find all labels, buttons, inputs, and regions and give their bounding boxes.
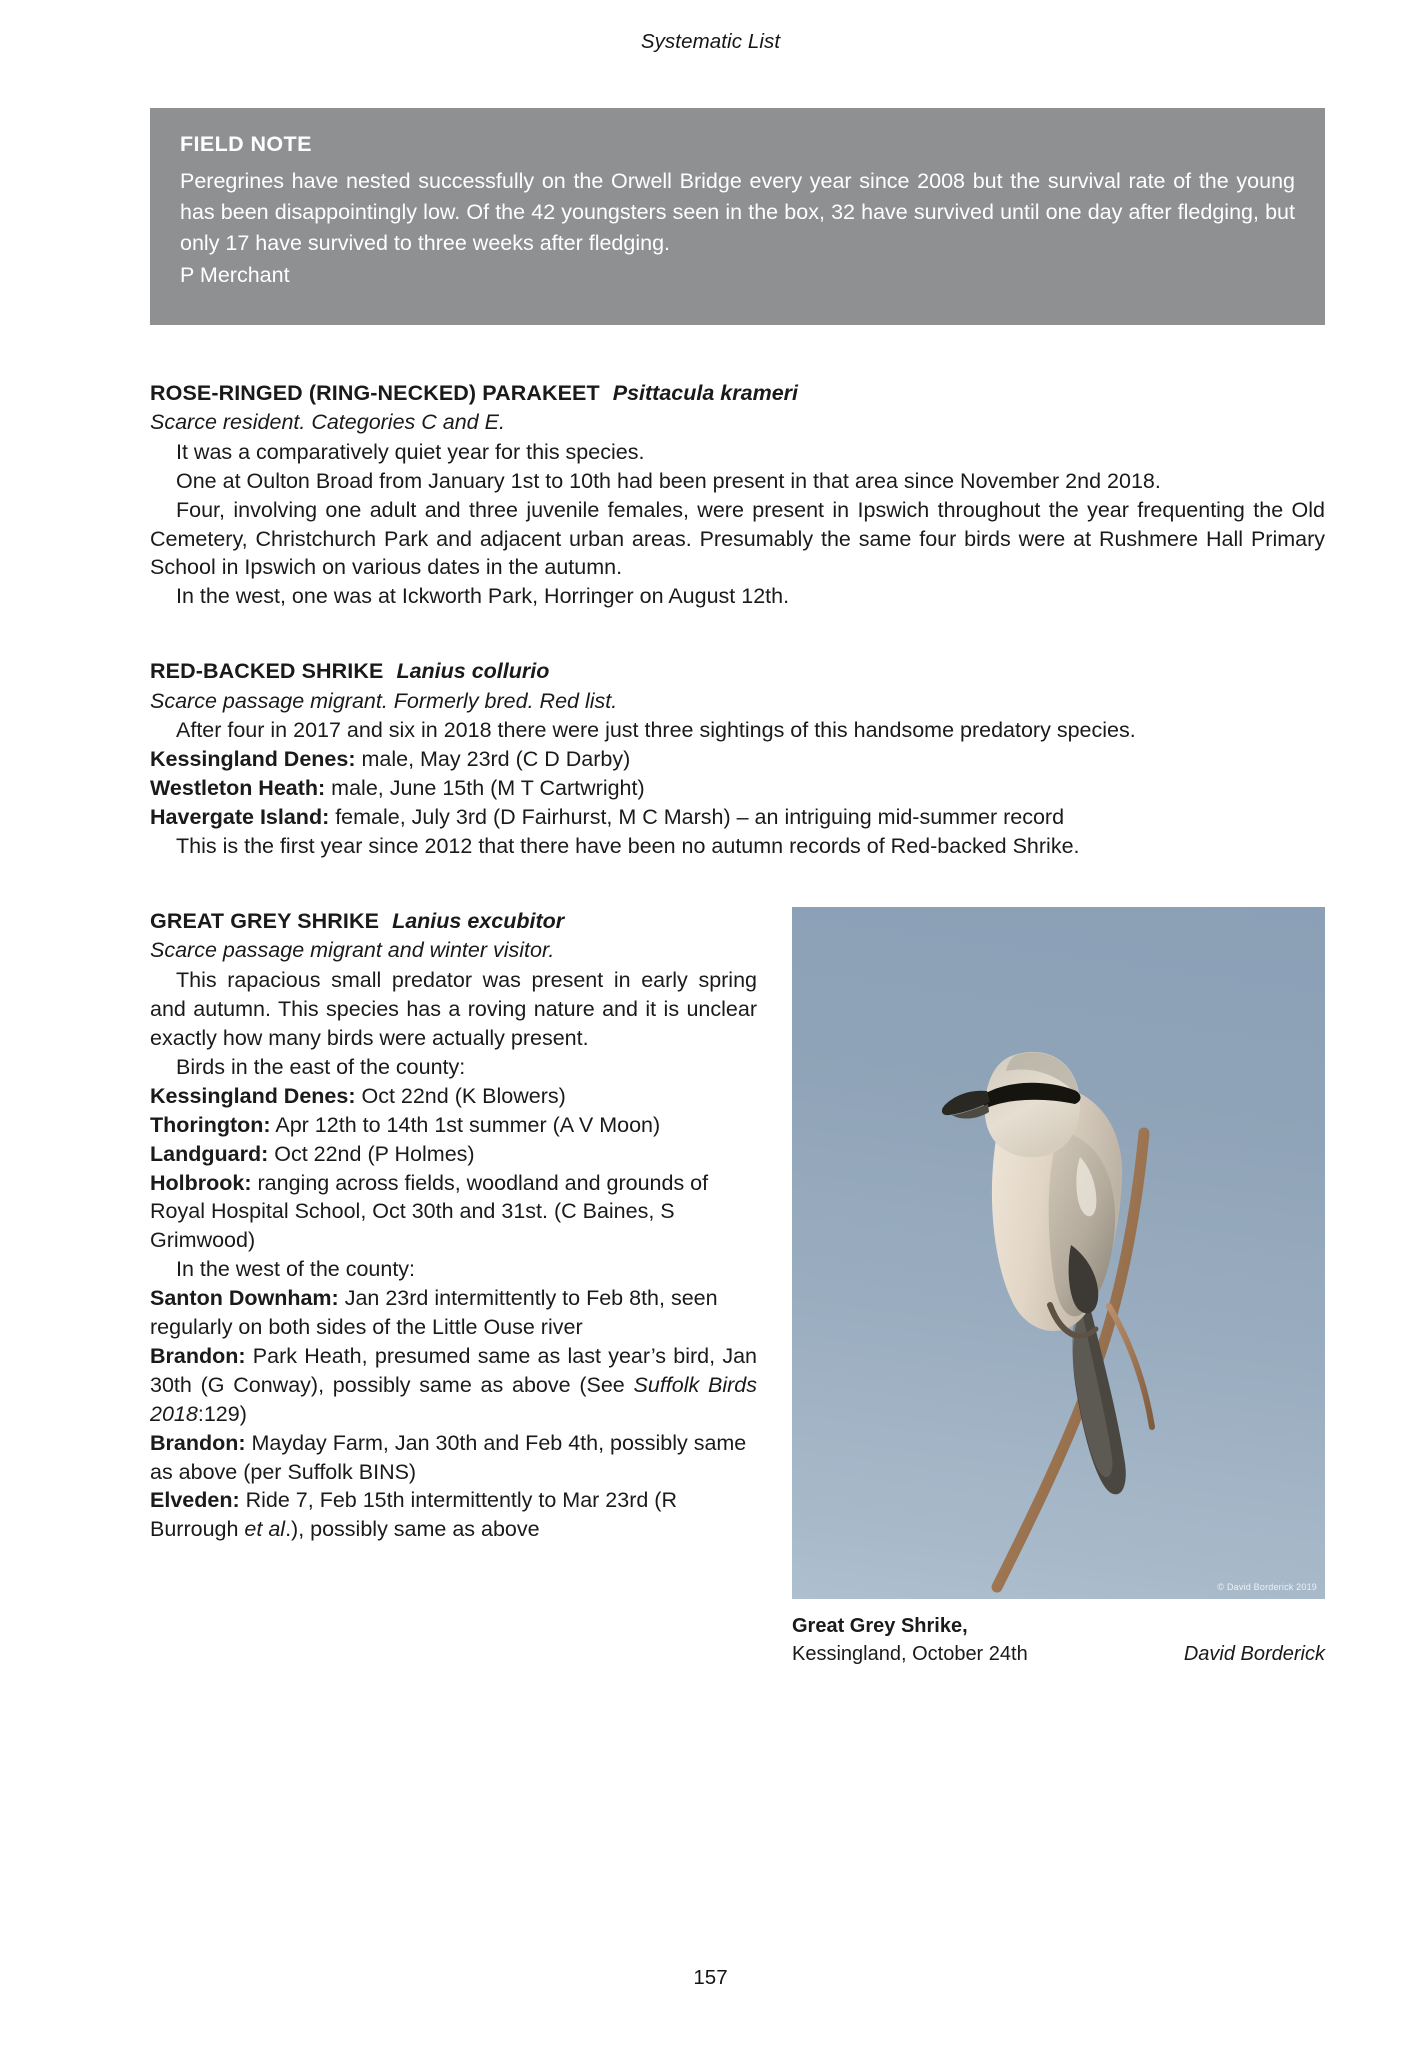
great-grey-shrike-section <box>150 907 1325 1666</box>
species-record <box>150 1169 757 1256</box>
species-record <box>150 745 1325 774</box>
record-location: Holbrook: <box>150 1170 252 1195</box>
record-detail-after: :129) <box>197 1401 247 1426</box>
species-common-name: ROSE-RINGED (RING-NECKED) PARAKEET <box>150 380 600 405</box>
species-record <box>150 1140 757 1169</box>
species-entry-red-backed-shrike <box>150 657 1325 861</box>
species-record <box>150 1429 757 1487</box>
field-note-title: FIELD NOTE <box>180 132 312 156</box>
species-paragraph: After four in 2017 and six in 2018 there were just three sightings of this handsome predatory species. <box>176 718 1136 743</box>
caption-photographer: David Borderick <box>1183 1643 1325 1666</box>
west-heading: In the west of the county: <box>176 1257 416 1282</box>
record-detail: ranging across fields, woodland and grounds of Royal Hospital School, Oct 30th and 31st. (C Baines, S Grimwood) <box>150 1170 709 1253</box>
running-head: Systematic List <box>640 30 781 53</box>
species-record <box>150 774 1325 803</box>
species-paragraph: It was a comparatively quiet year for this species. <box>176 439 645 464</box>
caption-location: Kessingland, October 24th <box>792 1643 1028 1666</box>
record-detail: Ride 7, Feb 15th intermittently to Mar 23rd (R Burrough <box>150 1488 677 1542</box>
species-heading <box>150 657 1325 685</box>
field-note-body: Peregrines have nested successfully on the Orwell Bridge every year since 2008 but the survival rate of the young has been disappointingly low. Of the 42 youngsters seen in the box, 32 have survived until one day after fledging, but only 17 have survived to three weeks after fledging. <box>180 169 1295 256</box>
record-location: Thorington: <box>150 1112 271 1137</box>
great-grey-shrike-photo <box>792 907 1325 1599</box>
page-content <box>150 108 1325 1666</box>
record-location: Kessingland Denes: <box>150 1083 356 1108</box>
east-heading: Birds in the east of the county: <box>176 1054 466 1079</box>
species-paragraph: In the west, one was at Ickworth Park, Horringer on August 12th. <box>176 584 790 609</box>
record-location: Brandon: <box>150 1343 246 1368</box>
record-location: Brandon: <box>150 1430 246 1455</box>
field-note-credit: P Merchant <box>180 262 290 287</box>
species-common-name: GREAT GREY SHRIKE <box>150 909 380 933</box>
species-heading <box>150 379 1325 407</box>
species-scientific-name: Psittacula krameri <box>612 380 798 405</box>
photo-watermark: © David Borderick 2019 <box>1217 1582 1317 1592</box>
record-location: Landguard: <box>150 1141 269 1166</box>
species-record <box>150 1082 757 1111</box>
record-detail: Park Heath, presumed same as last year’s bird, Jan 30th (G Conway), possibly same as above (See <box>150 1343 757 1397</box>
record-detail: Oct 22nd (K Blowers) <box>355 1083 566 1108</box>
species-status: Scarce resident. Categories C and E. <box>150 410 505 435</box>
record-detail: female, July 3rd (D Fairhurst, M C Marsh) – an intriguing mid-summer record <box>329 805 1065 830</box>
species-status: Scarce passage migrant and winter visitor. <box>150 938 555 963</box>
record-detail: Apr 12th to 14th 1st summer (A V Moon) <box>270 1112 661 1137</box>
bird-illustration <box>792 907 1325 1599</box>
species-record <box>150 1486 757 1544</box>
record-location: Kessingland Denes: <box>150 747 356 772</box>
field-note-box <box>150 108 1325 325</box>
photo-caption <box>792 1612 1325 1669</box>
species-heading <box>150 907 757 935</box>
species-entry-rose-ringed-parakeet <box>150 379 1325 612</box>
branch-twig <box>1109 1306 1152 1427</box>
species-paragraph: One at Oulton Broad from January 1st to 10th had been present in that area since November 2nd 2018. <box>176 468 1161 493</box>
record-detail: Jan 23rd intermittently to Feb 8th, seen regularly on both sides of the Little Ouse river <box>150 1286 718 1340</box>
record-location: Havergate Island: <box>150 805 330 830</box>
species-scientific-name: Lanius excubitor <box>392 909 565 933</box>
species-record <box>150 1111 757 1140</box>
great-grey-shrike-text-column <box>150 907 757 1544</box>
record-reference: et al <box>244 1517 286 1542</box>
record-detail: male, June 15th (M T Cartwright) <box>325 776 645 801</box>
record-detail: Oct 22nd (P Holmes) <box>268 1141 475 1166</box>
species-record <box>150 803 1325 832</box>
species-paragraph: This is the first year since 2012 that there have been no autumn records of Red-backed Shrike. <box>176 834 1080 859</box>
caption-title: Great Grey Shrike, <box>792 1615 968 1637</box>
species-paragraph: This rapacious small predator was present in early spring and autumn. This species has a roving nature and it is unclear exactly how many birds were actually present. <box>150 968 757 1050</box>
record-location: Santon Downham: <box>150 1286 339 1311</box>
record-location: Westleton Heath: <box>150 776 326 801</box>
species-paragraph: Four, involving one adult and three juvenile females, were present in Ipswich throughout the year frequenting the Old Cemetery, Christchurch Park and adjacent urban areas. Presumably the same four birds were at Rushmere Hall Primary School in Ipswich on various dates in the autumn. <box>150 497 1325 580</box>
record-detail-after: .), possibly same as above <box>285 1517 540 1542</box>
species-record <box>150 1284 757 1342</box>
species-status: Scarce passage migrant. Formerly bred. Red list. <box>150 688 618 713</box>
species-common-name: RED-BACKED SHRIKE <box>150 659 384 684</box>
species-scientific-name: Lanius collurio <box>396 659 550 684</box>
record-detail: Mayday Farm, Jan 30th and Feb 4th, possibly same as above (per Suffolk BINS) <box>150 1430 747 1484</box>
page-number: 157 <box>693 1966 728 1989</box>
photo-column <box>792 907 1325 1669</box>
record-reference: Suffolk Birds 2018 <box>150 1372 757 1426</box>
species-record <box>150 1342 757 1429</box>
record-location: Elveden: <box>150 1488 240 1513</box>
record-detail: male, May 23rd (C D Darby) <box>355 747 631 772</box>
